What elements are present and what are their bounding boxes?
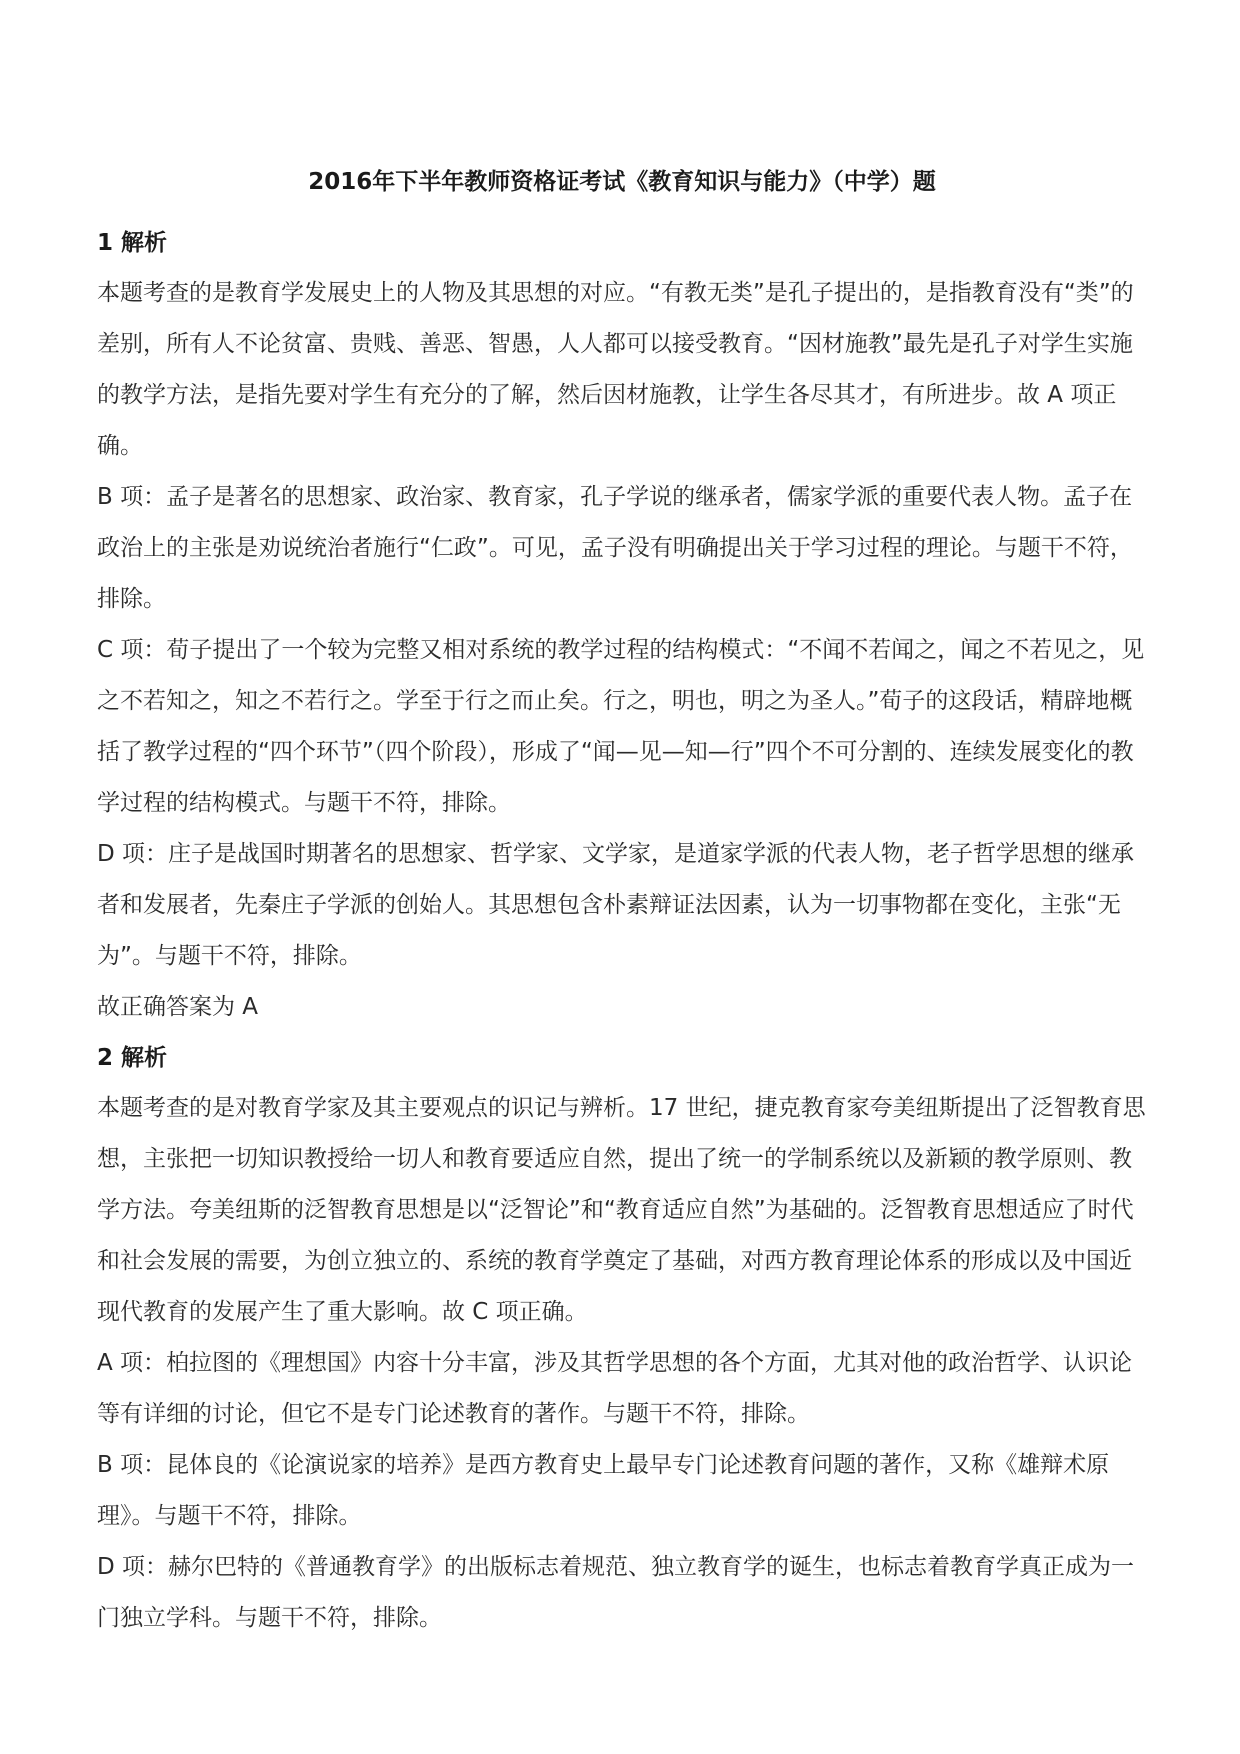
paragraph: 本题考查的是对教育学家及其主要观点的识记与辨析。17 世纪，捷克教育家夸美纽斯提出了泛智教育思想，主张把一切知识教授给一切人和教育要适应自然，提出了统一的学制系统以及新颖的教学原则、教学方法。夸美纽斯的泛智教育思想是以“泛智论”和“教育适应自然”为基础的。泛智教育思想适应了时代和社会发展的需要，为创立独立的、系统的教育学奠定了基础，对西方教育理论体系的形成以及中国近现代教育的发展产生了重大影响。故 C 项正确。 — [97, 1095, 1146, 1325]
section-heading: 1 解析 — [97, 230, 168, 256]
section-1 — [97, 218, 1147, 1033]
section-2 — [97, 1033, 1147, 1644]
paragraph: D 项：庄子是战国时期著名的思想家、哲学家、文学家，是道家学派的代表人物，老子哲学思想的继承者和发展者，先秦庄子学派的创始人。其思想包含朴素辩证法因素，认为一切事物都在变化，主张“无为”。与题干不符，排除。 — [97, 841, 1135, 969]
paragraph: B 项：昆体良的《论演说家的培养》是西方教育史上最早专门论述教育问题的著作，又称《雄辩术原理》。与题干不符，排除。 — [97, 1452, 1110, 1529]
paragraph: D 项：赫尔巴特的《普通教育学》的出版标志着规范、独立教育学的诞生，也标志着教育学真正成为一门独立学科。与题干不符，排除。 — [97, 1554, 1135, 1631]
paragraph: B 项：孟子是著名的思想家、政治家、教育家，孔子学说的继承者，儒家学派的重要代表人物。孟子在政治上的主张是劝说统治者施行“仁政”。可见，孟子没有明确提出关于学习过程的理论。与题干不符，排除。 — [97, 484, 1133, 612]
document-title: 2016年下半年教师资格证考试《教育知识与能力》（中学）题 — [308, 169, 936, 195]
document-page — [97, 160, 1147, 1644]
answer-line: 故正确答案为 A — [97, 994, 259, 1020]
paragraph: A 项：柏拉图的《理想国》内容十分丰富，涉及其哲学思想的各个方面，尤其对他的政治哲学、认识论等有详细的讨论，但它不是专门论述教育的著作。与题干不符，排除。 — [97, 1350, 1133, 1427]
section-heading: 2 解析 — [97, 1045, 168, 1071]
paragraph: C 项：荀子提出了一个较为完整又相对系统的教学过程的结构模式：“不闻不若闻之，闻之不若见之，见之不若知之，知之不若行之。学至于行之而止矣。行之，明也，明之为圣人。”荀子的这段话，精辟地概括了教学过程的“四个环节”（四个阶段），形成了“闻—见—知—行”四个不可分割的、连续发展变化的教学过程的结构模式。与题干不符，排除。 — [97, 637, 1145, 816]
paragraph: 本题考查的是教育学发展史上的人物及其思想的对应。“有教无类”是孔子提出的，是指教育没有“类”的差别，所有人不论贫富、贵贱、善恶、智愚，人人都可以接受教育。“因材施教”最先是孔子对学生实施的教学方法，是指先要对学生有充分的了解，然后因材施教，让学生各尽其才，有所进步。故 A 项正确。 — [97, 280, 1134, 459]
